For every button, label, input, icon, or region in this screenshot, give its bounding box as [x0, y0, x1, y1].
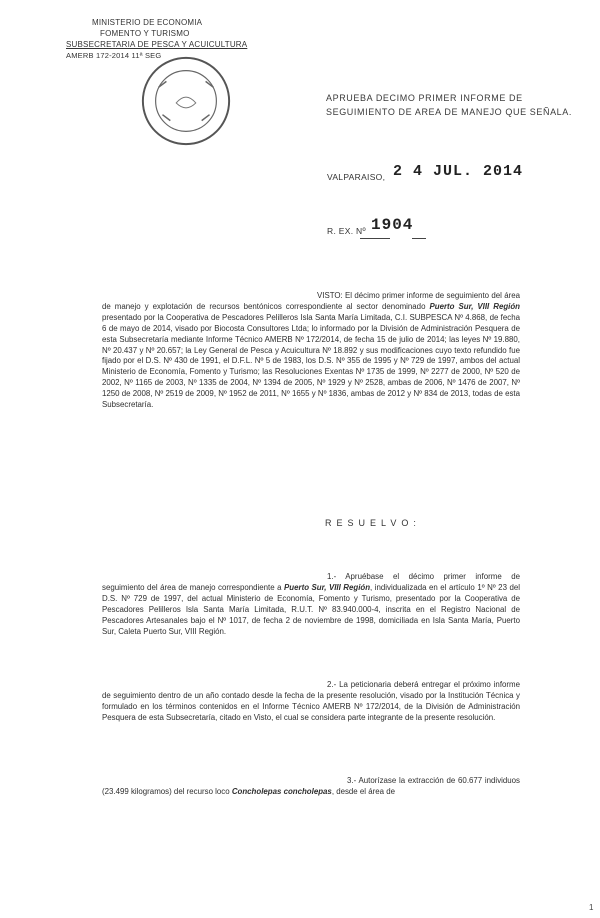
file-reference: AMERB 172-2014 11ª SEG: [66, 51, 162, 60]
item-3-text-a: Autorízase la extracción de 60.677 individuos (23.499 kilogramos) del recurso loco: [102, 776, 520, 796]
item-2-number: 2.-: [327, 680, 337, 689]
footer-page-mark: 1: [589, 903, 594, 912]
title-line-1: APRUEBA DECIMO PRIMER INFORME DE: [326, 93, 523, 103]
visto-sector: Puerto Sur, VIII Región: [429, 301, 520, 311]
visto-paragraph: [102, 291, 520, 411]
date-stamp: 2 4 JUL. 2014: [393, 163, 524, 180]
resolution-item-3: [102, 776, 520, 798]
resolution-underline-left: [360, 238, 390, 239]
visto-text-a: El décimo primer informe de seguimiento del área de manejo y explotación de recursos bentónicos correspondiente al sector denominado: [102, 291, 520, 311]
item-2-text-a: La peticionaria deberá entregar el próximo informe de seguimiento dentro de un año contado desde la fecha de la presente resolución, visado por la Institución Técnica y formulado en los términos contenidos en el Informe Técnico AMERB Nº 172/2014, de la División de Administración Pesquera de esta Subsecretaría, citado en Visto, el cual se considera parte integrante de la presente resolución.: [102, 680, 520, 722]
subsecretaria-line: SUBSECRETARIA DE PESCA Y ACUICULTURA: [66, 40, 248, 49]
item-1-number: 1.-: [327, 572, 337, 581]
visto-lead: VISTO:: [317, 291, 343, 300]
resolution-number: 1904: [371, 216, 414, 234]
resolution-item-1: [102, 572, 520, 637]
item-3-text-b: , desde el área de: [331, 786, 395, 796]
resolution-item-2: [102, 680, 520, 724]
item-1-emph: Puerto Sur, VIII Región: [284, 582, 371, 592]
resuelvo-heading: RESUELVO:: [325, 518, 421, 528]
official-seal-icon: [137, 52, 235, 150]
item-1-text-b: , individualizada en el artículo 1º Nº 23 del D.S. Nº 729 de 1997, del actual Ministerio de Economía, Fomento y Turismo, presentado por la Cooperativa de Pescadores Pelilleros Isla Santa María Limitada, R.U.T. Nº 83.940.000-4, inscrita en el Registro Nacional de Pescadores Artesanales bajo el Nº 1017, de fecha 2 de noviembre de 1998, domiciliada en Isla Santa María, Puerto Sur, Caleta Puerto Sur, VIII Región.: [102, 582, 520, 636]
item-1-text-a: Apruébase el décimo primer informe de seguimiento del área de manejo correspondiente a: [102, 572, 520, 592]
ministry-subline: FOMENTO Y TURISMO: [100, 29, 190, 38]
visto-text-b: presentado por la Cooperativa de Pescadores Pelilleros Isla Santa María Limitada, C.I. SUBPESCA Nº 4.868, de fecha 6 de mayo de 2014, visado por Biocosta Consultores Ltda; lo informado por la División de Administración Pesquera de esta Subsecretaría mediante Informe Técnico AMERB Nº 172/2014, de fecha 15 de julio de 2014; las leyes Nº 19.880, Nº 20.437 y Nº 20.657; la Ley General de Pesca y Acuicultura Nº 18.892 y sus modificaciones cuyo texto refundido fue fijado por el D.S. Nº 430 de 1991, el D.F.L. Nº 5 de 1983, los D.S. Nº 355 de 1995 y Nº 729 de 1997, ambos del actual Ministerio de Economía, Fomento y Turismo; las Resoluciones Exentas Nº 1735 de 1999, Nº 2277 de 2000, Nº 520 de 2002, Nº 1165 de 2003, Nº 1335 de 2004, Nº 1394 de 2005, Nº 1929 y Nº 2528, ambas de 2006, Nº 1476 de 2007, Nº 1250 de 2008, Nº 2519 de 2009, Nº 1952 de 2011, Nº 1655 y Nº 1836, ambas de 2012 y Nº 834 de 2013, todas de esta Subsecretaría.: [102, 312, 520, 410]
resolution-underline-right: [412, 238, 426, 239]
item-3-number: 3.-: [347, 776, 357, 785]
city-label: VALPARAISO,: [327, 172, 386, 182]
title-line-2: SEGUIMIENTO DE AREA DE MANEJO QUE SEÑALA.: [326, 107, 572, 117]
resolution-prefix: R. EX. Nº: [327, 226, 366, 236]
ministry-line: MINISTERIO DE ECONOMIA: [92, 18, 203, 27]
item-3-emph: Concholepas concholepas: [231, 786, 332, 796]
